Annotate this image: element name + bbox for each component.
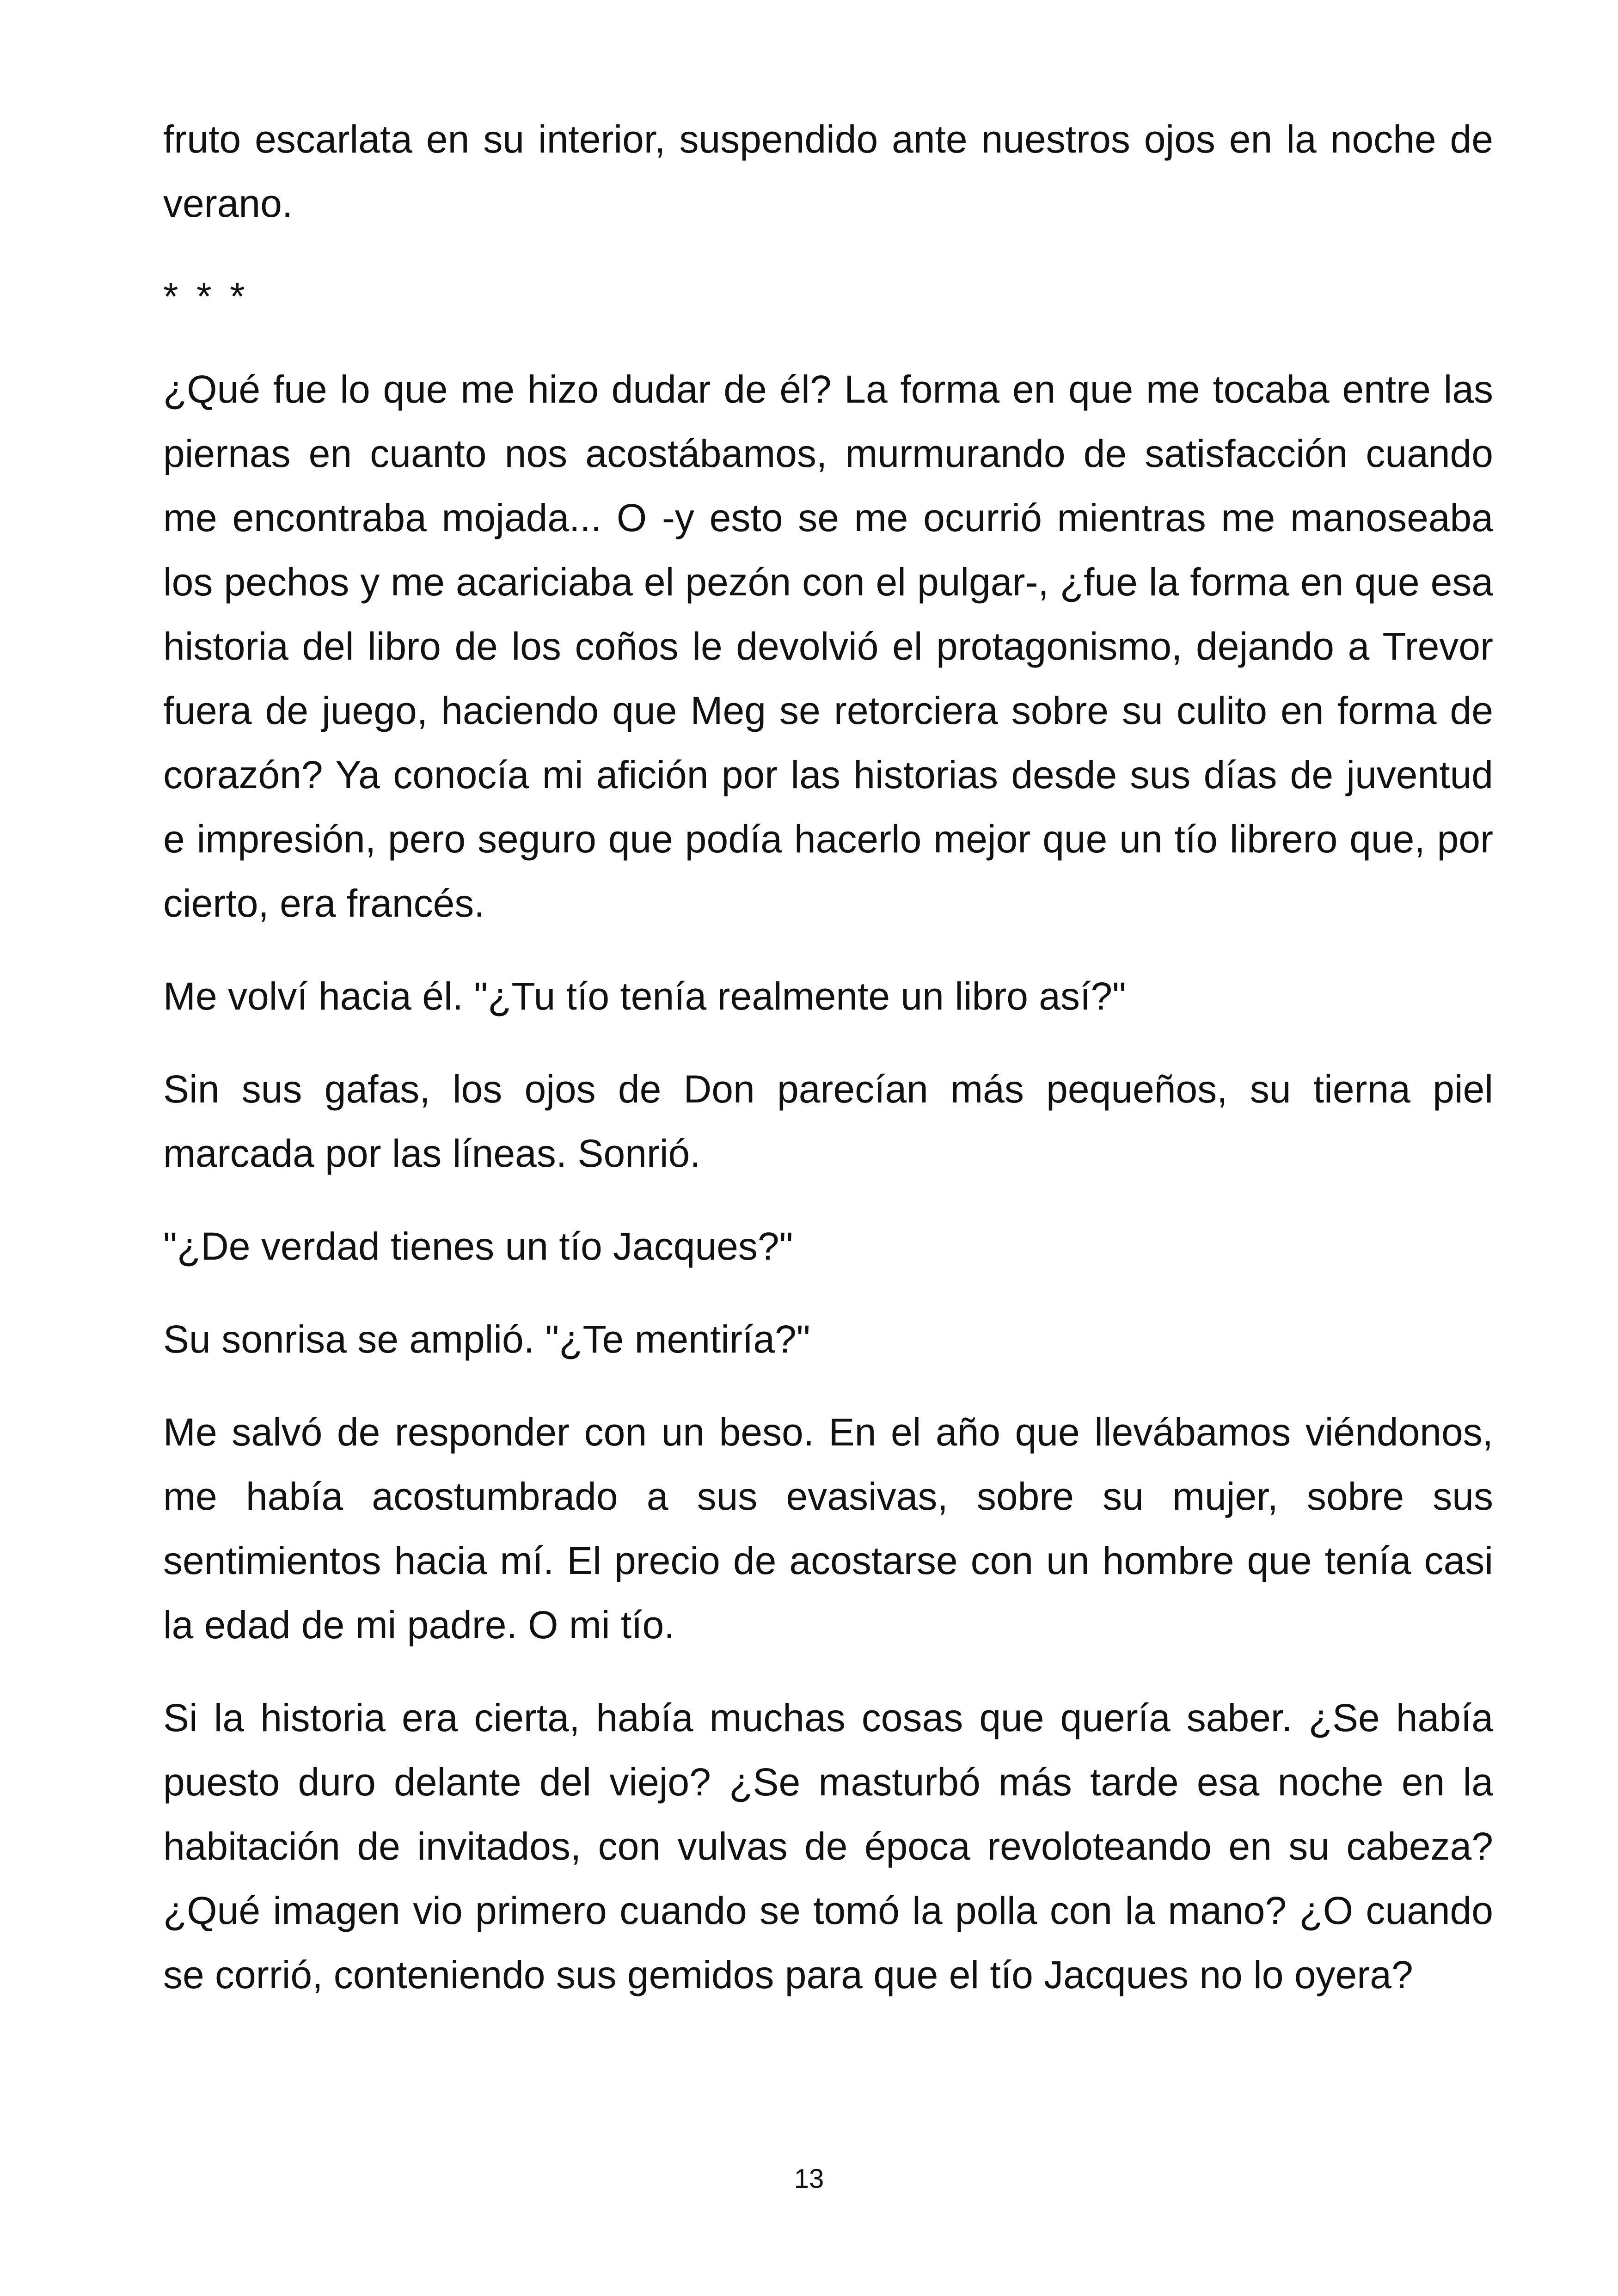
section-separator: * * * [163,275,249,318]
paragraph-8: Si la historia era cierta, había muchas cosas que quería saber. ¿Se había puesto duro delante del viejo? ¿Se masturbó más tarde esa noche en la habitación de invitados, con vulvas de época revoloteando en su cabeza? ¿Qué imagen vio primero cuando se tomó la polla con la mano? ¿O cuando se corrió, conteniendo sus gemidos para que el tío Jacques no lo oyera? [163,1696,1493,1996]
paragraph-4: Sin sus gafas, los ojos de Don parecían más pequeños, su tierna piel marcada por las líneas. Sonrió. [163,1067,1493,1175]
paragraph-6: Su sonrisa se amplió. "¿Te mentiría?" [163,1317,810,1361]
paragraph-1: fruto escarlata en su interior, suspendido ante nuestros ojos en la noche de verano. [163,117,1493,225]
paragraph-5: "¿De verdad tienes un tío Jacques?" [163,1225,793,1268]
paragraph-3: Me volví hacia él. "¿Tu tío tenía realmente un libro así?" [163,974,1126,1018]
paragraph-2: ¿Qué fue lo que me hizo dudar de él? La forma en que me tocaba entre las piernas en cuanto nos acostábamos, murmurando de satisfacción cuando me encontraba mojada... O -y esto se me ocurrió mientras me manoseaba los pechos y me acariciaba el pezón con el pulgar-, ¿fue la forma en que esa historia del libro de los coños le devolvió el protagonismo, dejando a Trevor fuera de juego, haciendo que Meg se retorciera sobre su culito en forma de corazón? Ya conocía mi afición por las historias desde sus días de juventud e impresión, pero seguro que podía hacerlo mejor que un tío librero que, por cierto, era francés. [163,367,1493,925]
paragraph-7: Me salvó de responder con un beso. En el año que llevábamos viéndonos, me había acostumbrado a sus evasivas, sobre su mujer, sobre sus sentimientos hacia mí. El precio de acostarse con un hombre que tenía casi la edad de mi padre. O mi tío. [163,1410,1493,1647]
page-number: 13 [794,2164,824,2194]
body-text [163,107,1493,2036]
